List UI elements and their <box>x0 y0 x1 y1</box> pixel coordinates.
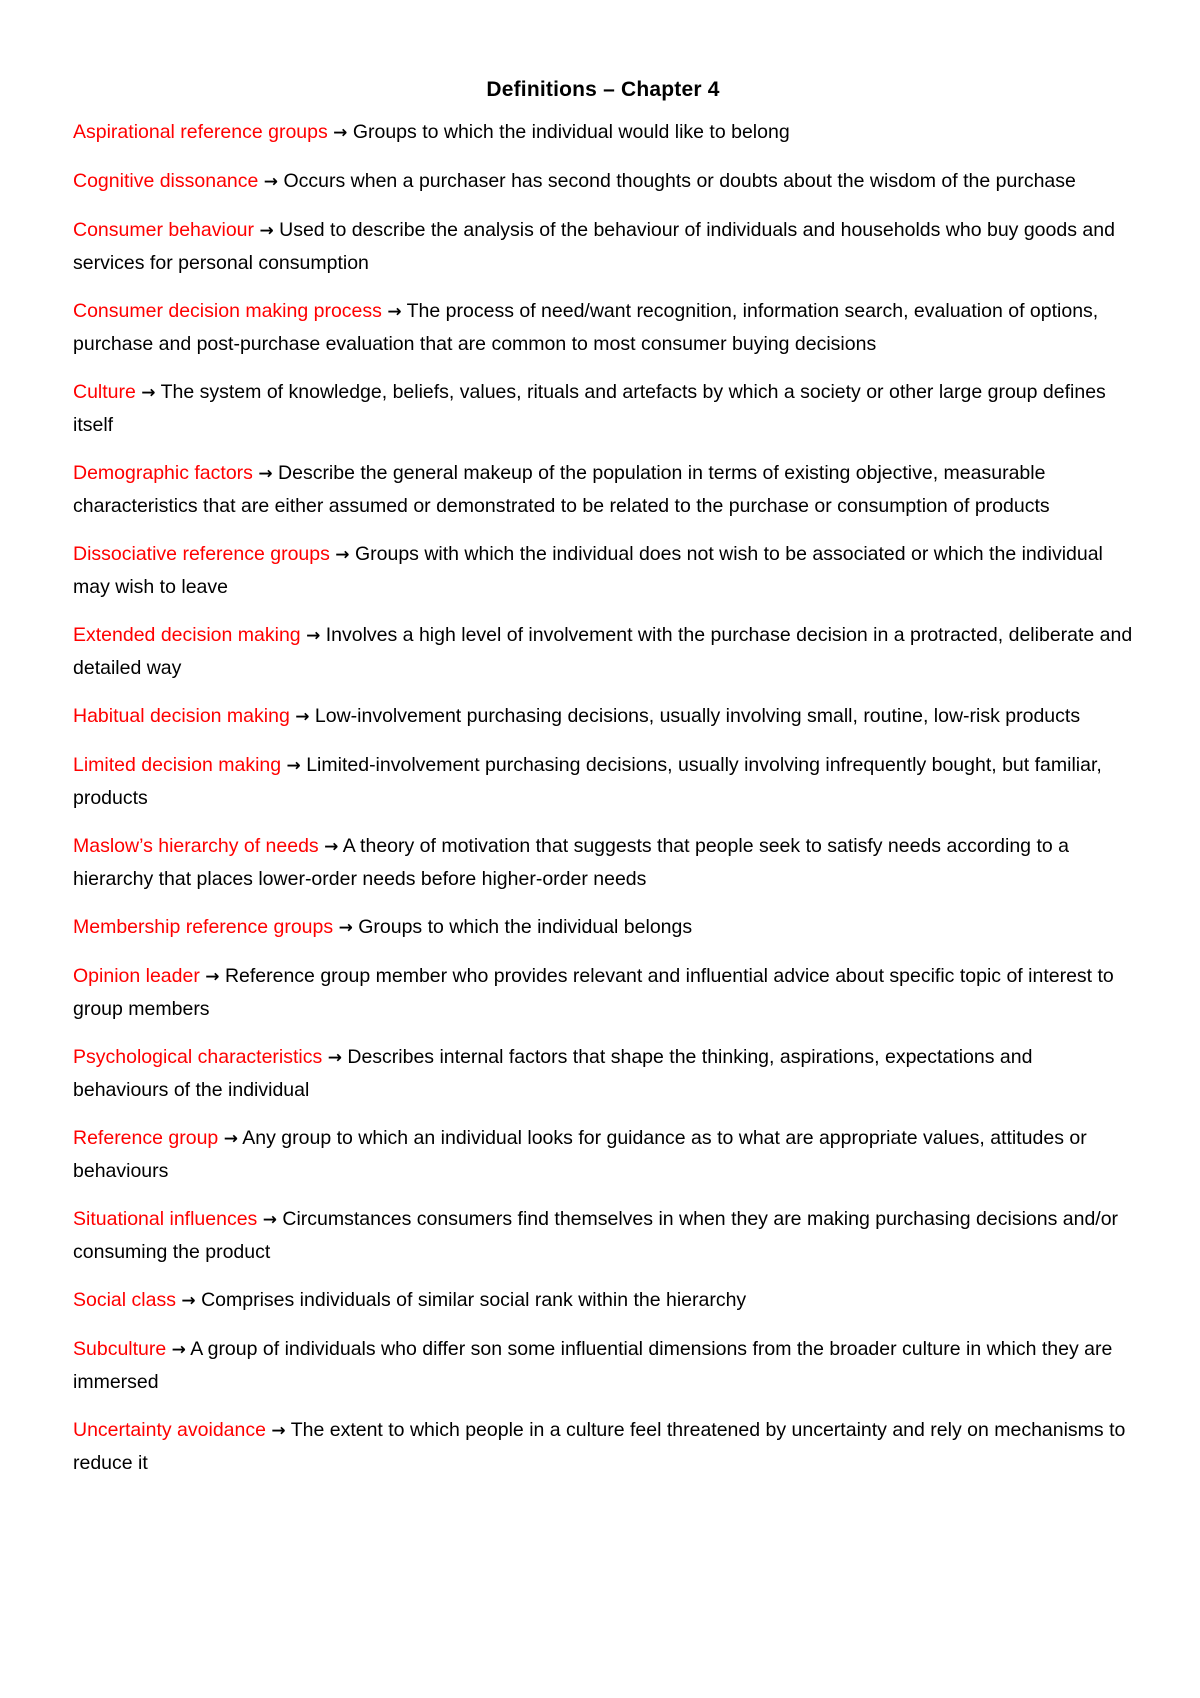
arrow-icon: → <box>306 626 321 646</box>
arrow-icon: → <box>263 172 279 192</box>
definition-term: Maslow’s hierarchy of needs <box>73 835 319 857</box>
definition-text: A group of individuals who differ son some influential dimensions from the broader culture in which they are immersed <box>73 1338 1113 1393</box>
definition-entry <box>73 619 1133 684</box>
arrow-icon: → <box>295 707 310 727</box>
definition-text: Any group to which an individual looks for guidance as to what are appropriate values, attitudes or behaviours <box>73 1127 1087 1182</box>
definition-term: Situational influences <box>73 1208 258 1230</box>
definition-text: Used to describe the analysis of the behaviour of individuals and households who buy goods and services for personal consumption <box>73 219 1115 274</box>
definition-term: Habitual decision making <box>73 705 290 727</box>
definition-text: The process of need/want recognition, information search, evaluation of options, purchase and post-purchase evaluation that are common to most consumer buying decisions <box>73 300 1099 355</box>
definition-term: Consumer behaviour <box>73 219 255 241</box>
definition-term: Aspirational reference groups <box>73 121 328 143</box>
definition-term: Membership reference groups <box>73 916 334 938</box>
arrow-icon: → <box>333 123 348 143</box>
definition-entry <box>73 700 1133 733</box>
arrow-icon: → <box>181 1291 196 1311</box>
definition-entry <box>73 295 1133 360</box>
definition-text: Reference group member who provides relevant and influential advice about specific topic of interest to group members <box>73 965 1114 1020</box>
definition-entry <box>73 376 1133 441</box>
definition-term: Reference group <box>73 1127 219 1149</box>
definition-term: Culture <box>73 381 136 403</box>
definition-entry <box>73 1203 1133 1268</box>
definition-term: Psychological characteristics <box>73 1046 323 1068</box>
arrow-icon: → <box>286 756 301 776</box>
definition-text: Groups to which the individual belongs <box>358 916 693 938</box>
definition-text: Describe the general makeup of the population in terms of existing objective, measurable characteristics that are either assumed or demonstrated to be related to the purchase or consumption of products <box>73 462 1050 517</box>
definition-entry <box>73 1414 1133 1479</box>
definition-entry <box>73 457 1133 522</box>
arrow-icon: → <box>271 1421 286 1441</box>
definition-entry <box>73 538 1133 603</box>
definition-text: The extent to which people in a culture feel threatened by uncertainty and rely on mechanisms to reduce it <box>73 1419 1126 1474</box>
definition-entry <box>73 1122 1133 1187</box>
definition-term: Opinion leader <box>73 965 200 987</box>
definition-entry <box>73 1041 1133 1106</box>
definition-text: Occurs when a purchaser has second thoughts or doubts about the wisdom of the purchase <box>283 170 1076 192</box>
arrow-icon: → <box>327 1048 342 1068</box>
arrow-icon: → <box>259 221 274 241</box>
definition-entry <box>73 116 1133 149</box>
definition-term: Extended decision making <box>73 624 301 646</box>
definition-term: Demographic factors <box>73 462 253 484</box>
definition-term: Uncertainty avoidance <box>73 1419 266 1441</box>
definition-text: Groups to which the individual would like to belong <box>352 121 790 143</box>
arrow-icon: → <box>338 918 353 938</box>
arrow-icon: → <box>258 464 273 484</box>
arrow-icon: → <box>387 302 402 322</box>
definition-entry <box>73 911 1133 944</box>
definition-text: A theory of motivation that suggests that people seek to satisfy needs according to a hierarchy that places lower-order needs before higher-order needs <box>73 835 1069 890</box>
definition-list <box>73 116 1133 1479</box>
definition-term: Cognitive dissonance <box>73 170 259 192</box>
arrow-icon: → <box>335 545 350 565</box>
definition-text: Circumstances consumers find themselves in when they are making purchasing decisions and/or consuming the product <box>73 1208 1119 1263</box>
definition-entry <box>73 830 1133 895</box>
definition-text: Low-involvement purchasing decisions, usually involving small, routine, low-risk products <box>314 705 1081 727</box>
arrow-icon: → <box>205 967 220 987</box>
definition-text: Involves a high level of involvement with the purchase decision in a protracted, deliberate and detailed way <box>73 624 1133 679</box>
arrow-icon: → <box>324 837 339 857</box>
definition-text: Limited-involvement purchasing decisions, usually involving infrequently bought, but familiar, products <box>73 754 1102 809</box>
definition-term: Social class <box>73 1289 176 1311</box>
definition-entry <box>73 165 1133 198</box>
definition-entry <box>73 1333 1133 1398</box>
definition-text: Comprises individuals of similar social rank within the hierarchy <box>201 1289 747 1311</box>
arrow-icon: → <box>223 1129 238 1149</box>
definition-entry <box>73 1284 1133 1317</box>
document-page <box>73 76 1133 1495</box>
definition-entry <box>73 960 1133 1025</box>
page-title: Definitions – Chapter 4 <box>486 78 720 101</box>
definition-text: Describes internal factors that shape the thinking, aspirations, expectations and behaviours of the individual <box>73 1046 1033 1101</box>
definition-entry <box>73 749 1133 814</box>
arrow-icon: → <box>262 1210 277 1230</box>
definition-term: Limited decision making <box>73 754 282 776</box>
definition-text: The system of knowledge, beliefs, values, rituals and artefacts by which a society or other large group defines itself <box>73 381 1106 436</box>
definition-text: Groups with which the individual does not wish to be associated or which the individual may wish to leave <box>73 543 1103 598</box>
definition-term: Dissociative reference groups <box>73 543 330 565</box>
arrow-icon: → <box>141 383 156 403</box>
definition-entry <box>73 214 1133 279</box>
definition-term: Subculture <box>73 1338 167 1360</box>
definition-term: Consumer decision making process <box>73 300 382 322</box>
arrow-icon: → <box>171 1340 186 1360</box>
